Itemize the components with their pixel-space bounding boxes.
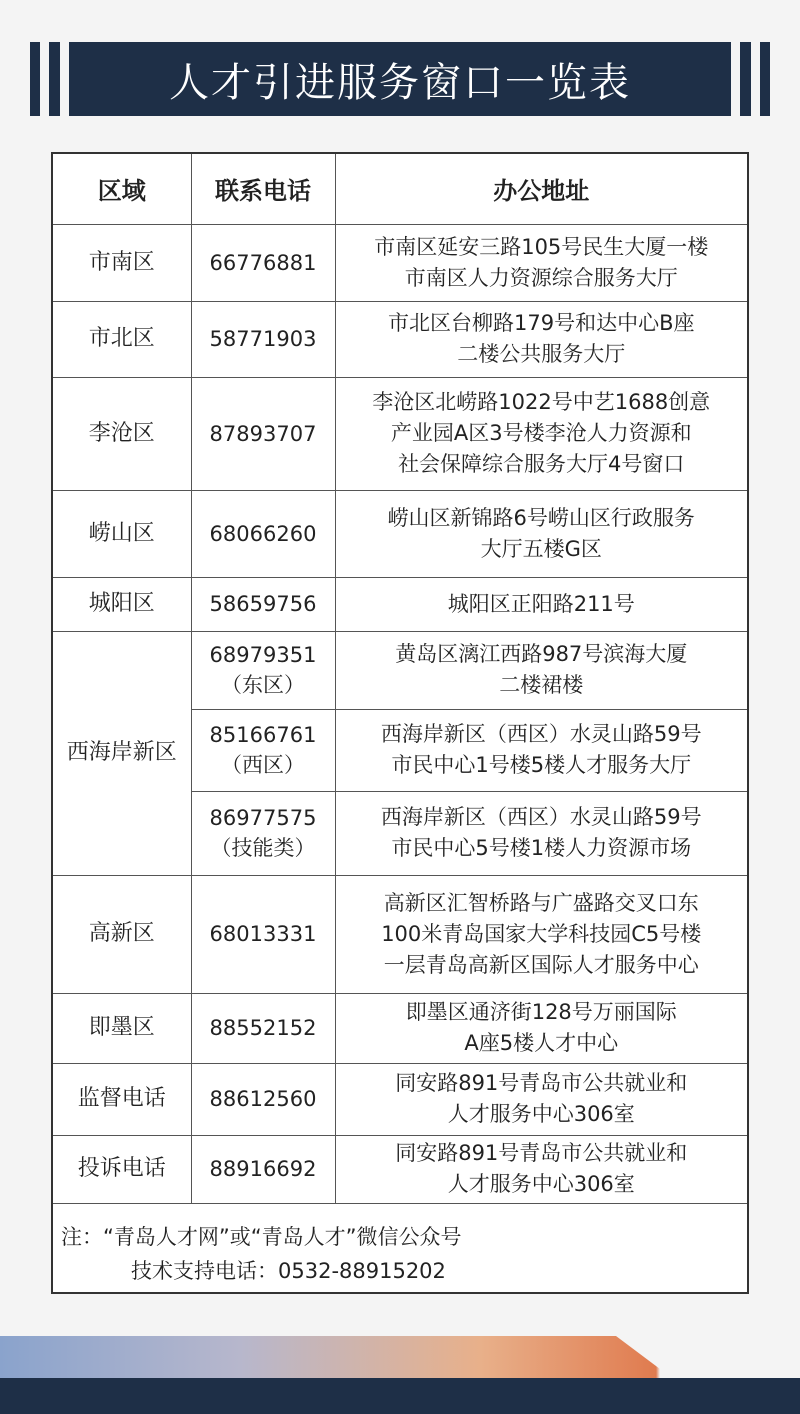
banner-stripe — [751, 42, 760, 116]
address-line: 即墨区通济街128号万丽国际 — [405, 1000, 677, 1024]
address-line: 同安路891号青岛市公共就业和 — [395, 1141, 688, 1165]
service-table — [53, 154, 747, 1302]
address-cell — [335, 490, 747, 577]
address-line: 李沧区北崂路1022号中艺1688创意 — [372, 390, 711, 414]
banner-stripe — [60, 42, 69, 116]
address-line: 市北区台柳路179号和达中心B座 — [388, 311, 695, 335]
phone-note: （技能类） — [210, 836, 316, 860]
banner-stripe — [40, 42, 49, 116]
phone-cell — [191, 791, 335, 875]
address-cell — [335, 709, 747, 791]
table-row — [53, 377, 747, 490]
table-row — [53, 224, 747, 301]
region-cell: 崂山区 — [53, 490, 191, 577]
page-title: 人才引进服务窗口一览表 — [169, 59, 631, 106]
address-line: 市南区延安三路105号民生大厦一楼 — [374, 234, 709, 259]
table-row — [53, 301, 747, 377]
region-cell: 监督电话 — [53, 1063, 191, 1135]
header-region: 区域 — [53, 154, 191, 224]
address-line: 一层青岛高新区国际人才服务中心 — [383, 952, 699, 977]
address-line: 二楼公共服务大厅 — [457, 342, 626, 366]
service-window-table — [51, 152, 749, 1294]
phone-number: 86977575 — [209, 806, 317, 830]
address-line: 西海岸新区（西区）水灵山路59号 — [380, 805, 702, 829]
address-cell — [335, 1063, 747, 1135]
table-row — [53, 577, 747, 631]
address-line: 市南区人力资源综合服务大厅 — [404, 265, 678, 290]
phone-number: 87893707 — [209, 421, 317, 446]
phone-cell — [191, 577, 335, 631]
address-line: 大厅五楼G区 — [480, 536, 602, 561]
note-row — [53, 1203, 747, 1302]
address-line: 人才服务中心306室 — [447, 1172, 635, 1196]
address-line: 100米青岛国家大学科技园C5号楼 — [381, 921, 702, 946]
phone-cell — [191, 377, 335, 490]
address-cell — [335, 377, 747, 490]
address-cell — [335, 631, 747, 709]
phone-number: 85166761 — [209, 723, 317, 747]
tech-support-line: 技术支持电话：0532-88915202 — [131, 1258, 446, 1283]
phone-number: 58659756 — [209, 592, 317, 616]
phone-note: （西区） — [221, 753, 305, 777]
phone-cell — [191, 1135, 335, 1203]
region-cell: 李沧区 — [53, 377, 191, 490]
address-line: 市民中心5号楼1楼人力资源市场 — [391, 836, 692, 860]
region-cell: 西海岸新区 — [53, 631, 191, 875]
phone-number: 88552152 — [209, 1016, 317, 1040]
table-header-row — [53, 154, 747, 224]
address-line: A座5楼人才中心 — [464, 1031, 619, 1055]
address-line: 同安路891号青岛市公共就业和 — [395, 1071, 688, 1095]
header-phone: 联系电话 — [191, 154, 335, 224]
phone-number: 58771903 — [209, 327, 317, 351]
address-line: 产业园A区3号楼李沧人力资源和 — [390, 421, 692, 445]
phone-number: 88916692 — [209, 1157, 317, 1181]
footer-bar — [0, 1378, 800, 1414]
region-cell: 市北区 — [53, 301, 191, 377]
phone-number: 68979351 — [209, 643, 317, 667]
address-line: 城阳区正阳路211号 — [447, 591, 635, 616]
phone-number: 68066260 — [209, 521, 317, 546]
table-row — [53, 875, 747, 993]
phone-cell — [191, 301, 335, 377]
address-cell — [335, 1135, 747, 1203]
title-banner — [30, 42, 770, 116]
address-line: 二楼裙楼 — [499, 673, 584, 697]
address-line: 市民中心1号楼5楼人才服务大厅 — [391, 753, 692, 777]
phone-number: 68013331 — [209, 922, 317, 946]
address-line: 高新区汇智桥路与广盛路交叉口东 — [383, 890, 699, 915]
region-cell: 城阳区 — [53, 577, 191, 631]
region-cell: 市南区 — [53, 224, 191, 301]
address-cell — [335, 875, 747, 993]
address-cell — [335, 301, 747, 377]
address-line: 崂山区新锦路6号崂山区行政服务 — [387, 505, 695, 530]
phone-cell — [191, 875, 335, 993]
table-row — [53, 1063, 747, 1135]
table-row — [53, 490, 747, 577]
table-row — [53, 993, 747, 1063]
phone-cell — [191, 490, 335, 577]
address-line: 社会保障综合服务大厅4号窗口 — [398, 452, 685, 476]
banner-stripe — [731, 42, 740, 116]
address-cell — [335, 993, 747, 1063]
footer-gradient-band — [0, 1336, 800, 1378]
table-row — [53, 631, 747, 709]
phone-cell — [191, 1063, 335, 1135]
address-line: 黄岛区漓江西路987号滨海大厦 — [395, 642, 688, 666]
phone-cell — [191, 224, 335, 301]
note-cell — [53, 1203, 747, 1302]
phone-cell — [191, 631, 335, 709]
phone-number: 88612560 — [209, 1087, 317, 1111]
region-cell: 即墨区 — [53, 993, 191, 1063]
phone-note: （东区） — [221, 673, 305, 697]
address-line: 人才服务中心306室 — [447, 1102, 635, 1126]
note-line: 注：“青岛人才网”或“青岛人才”微信公众号 — [61, 1224, 462, 1249]
region-cell: 投诉电话 — [53, 1135, 191, 1203]
address-cell — [335, 791, 747, 875]
address-cell — [335, 577, 747, 631]
address-cell — [335, 224, 747, 301]
phone-cell — [191, 709, 335, 791]
address-line: 西海岸新区（西区）水灵山路59号 — [380, 722, 702, 746]
table-row — [53, 1135, 747, 1203]
header-address: 办公地址 — [335, 154, 747, 224]
phone-number: 66776881 — [209, 250, 317, 275]
region-cell: 高新区 — [53, 875, 191, 993]
phone-cell — [191, 993, 335, 1063]
